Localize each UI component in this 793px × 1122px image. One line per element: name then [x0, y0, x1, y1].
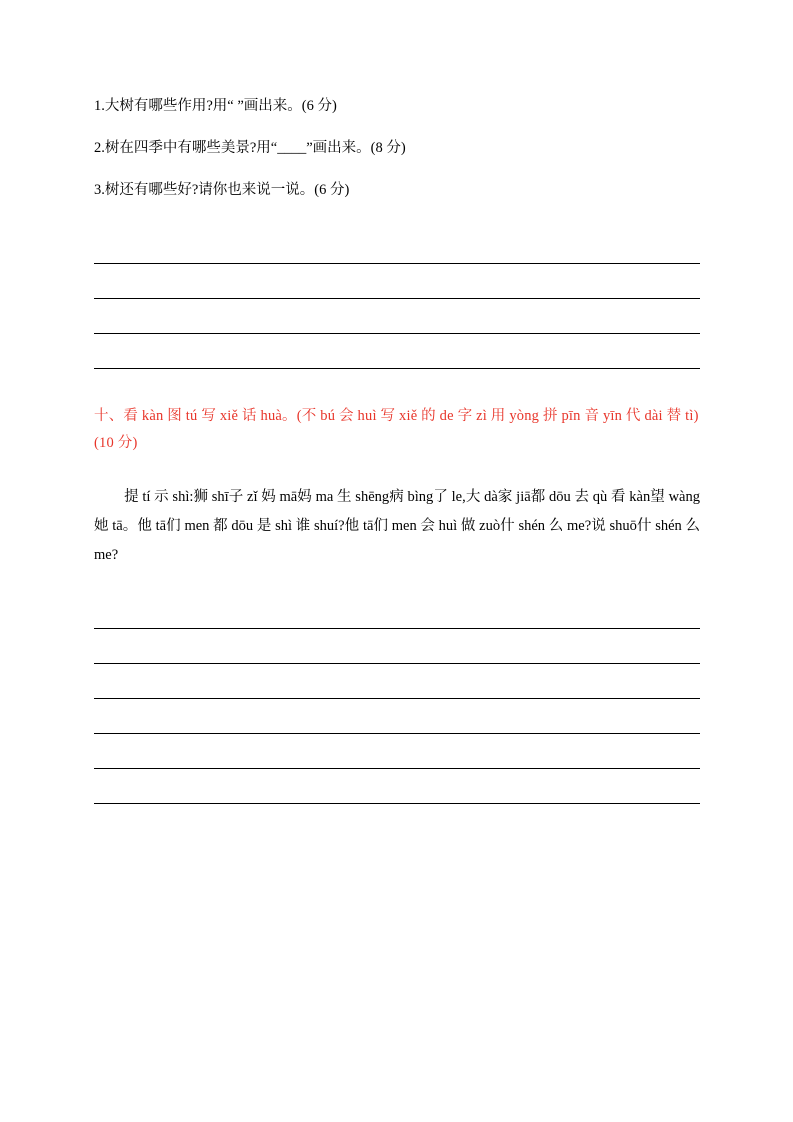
section-heading-picture-writing: 十、看 kàn 图 tú 写 xiě 话 huà。(不 bú 会 huì 写 xiě 的 de 字 zì 用 yòng 拼 pīn 音 yīn 代 dài 替 tì)(10 分) [94, 408, 699, 452]
writing-rule-line [94, 629, 700, 664]
question-item-3: 3.树还有哪些好?请你也来说一说。(6 分) [94, 181, 350, 198]
writing-rule-line [94, 334, 700, 369]
writing-rule-line [94, 229, 700, 264]
question-item-1: 1.大树有哪些作用?用“ ”画出来。(6 分) [94, 98, 337, 114]
section-hint-text [94, 483, 700, 570]
answer-lines-bottom [94, 594, 700, 804]
answer-lines-top [94, 229, 700, 369]
worksheet-content [94, 96, 700, 804]
writing-rule-line [94, 299, 700, 334]
writing-rule-line [94, 734, 700, 769]
writing-rule-line [94, 264, 700, 299]
writing-rule-line [94, 769, 700, 804]
writing-rule-line [94, 699, 700, 734]
writing-rule-line [94, 664, 700, 699]
hint-body: 提 tí 示 shì:狮 shī子 zǐ 妈 mā妈 ma 生 shēng病 bìng了 le,大 dà家 jiā都 dōu 去 qù 看 kàn望 wàng她 tā。他 tā们 men 都 dōu 是 shì 谁 shuí?他 tā们 men 会 huì 做 zuò什 shén 么 me?说 shuō什 shén 么 me? [94, 488, 700, 563]
writing-rule-line [94, 594, 700, 629]
question-item-2: 2.树在四季中有哪些美景?用“____”画出来。(8 分) [94, 139, 406, 156]
